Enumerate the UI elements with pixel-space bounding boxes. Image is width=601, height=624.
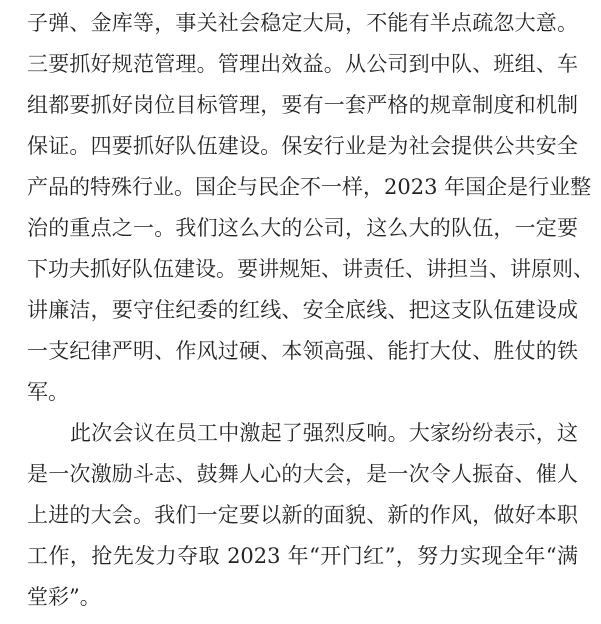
text-line: 堂彩”。	[27, 585, 101, 609]
text-line: 上进的大会。我们一定要以新的面貌、新的作风，做好本职	[27, 503, 578, 527]
text-block	[27, 3, 594, 618]
text-line: 是一次激励斗志、鼓舞人心的大会，是一次令人振奋、催人	[27, 462, 578, 486]
text-line: 产品的特殊行业。国企与民企不一样，2023 年国企是行业整	[27, 175, 592, 199]
text-line: 工作，抢先发力夺取 2023 年“开门红”，努力实现全年“满	[27, 544, 578, 568]
text-line: 一支纪律严明、作风过硬、本领高强、能打大仗、胜仗的铁	[27, 339, 578, 363]
text-line: 保证。四要抓好队伍建设。保安行业是为社会提供公共安全	[27, 134, 578, 158]
text-line: 下功夫抓好队伍建设。要讲规矩、讲责任、讲担当、讲原则、	[27, 257, 594, 281]
paragraph	[27, 413, 578, 618]
paragraph	[27, 3, 594, 413]
text-line: 三要抓好规范管理。管理出效益。从公司到中队、班组、车	[27, 52, 578, 76]
text-line: 组都要抓好岗位目标管理，要有一套严格的规章制度和机制	[27, 93, 578, 117]
text-line: 军。	[27, 380, 69, 404]
text-line: 讲廉洁，要守住纪委的红线、安全底线、把这支队伍建设成	[27, 298, 578, 322]
text-line: 子弹、金库等，事关社会稳定大局，不能有半点疏忽大意。	[27, 11, 578, 35]
text-line: 治的重点之一。我们这么大的公司，这么大的队伍，一定要	[27, 216, 578, 240]
text-line: 此次会议在员工中激起了强烈反响。大家纷纷表示，这	[70, 421, 578, 445]
